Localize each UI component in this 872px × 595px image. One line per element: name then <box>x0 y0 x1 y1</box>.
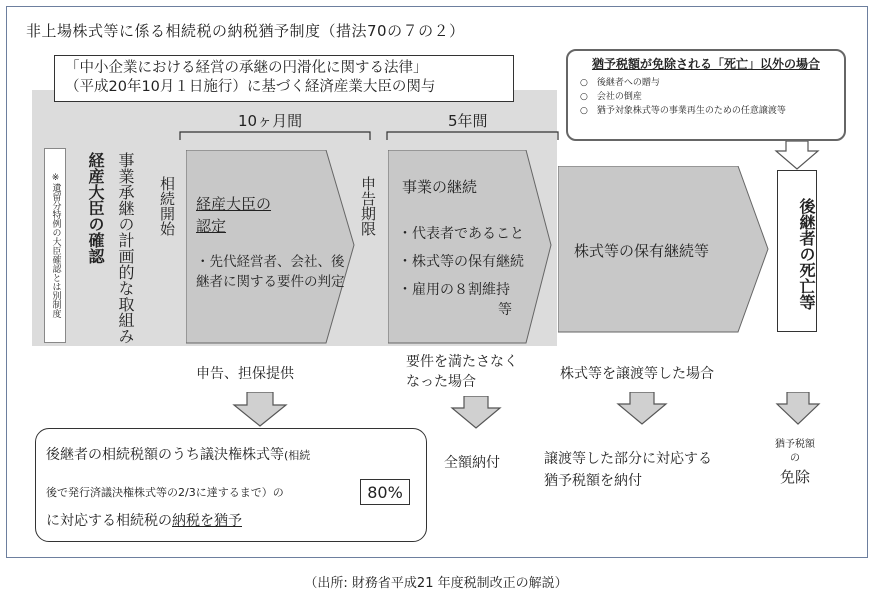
law-box <box>54 55 514 102</box>
kyou-note: ※遺留分特例の大臣確認とは別制度 <box>44 148 66 343</box>
exemption-result-line-3: 免除 <box>779 468 810 486</box>
transfer-payment-line-2: 猶予税額を納付 <box>544 473 642 489</box>
nintei-title <box>196 193 271 237</box>
down-arrow-4 <box>773 392 823 426</box>
caption-filing-collateral: 申告、担保提供 <box>196 366 294 382</box>
exemption-down-arrow <box>772 141 822 171</box>
result-line-3b: 納税を猶予 <box>172 513 242 529</box>
exemption-result <box>762 438 828 488</box>
jigyou-item-tail: 等 <box>498 302 512 318</box>
transfer-payment-label <box>544 448 712 492</box>
transfer-payment-line-1: 譲渡等した部分に対応する <box>544 451 712 467</box>
period-5-years: 5年間 <box>448 112 488 130</box>
shareholding-continuation-label: 株式等の保有継続等 <box>574 242 710 260</box>
diagram-title: 非上場株式等に係る相続税の納税猶予制度（措法70の７の２） <box>26 22 465 40</box>
exemption-item-3: ○ 猶予対象株式等の事業再生のための任意譲渡等 <box>580 106 786 116</box>
jigyou-item-2: ・株式等の保有継続 <box>398 254 524 270</box>
result-line-1 <box>46 444 310 464</box>
successor-death-box: 後継者の死亡等 <box>777 170 817 332</box>
exemption-box-title: 猶予税額が免除される「死亡」以外の場合 <box>591 57 820 71</box>
result-line-3 <box>46 510 242 530</box>
nintei-title-line-1: 経産大臣の <box>196 195 272 213</box>
nintei-body: ・先代経営者、会社、後継者に関する要件の判定 <box>196 254 345 290</box>
exemption-item-1: ○ 後継者への贈与 <box>580 78 660 88</box>
exemption-result-line-1: 猶予税額 <box>775 439 815 450</box>
result-line-2: 後で発行済議決権株式等の2/3に達するまで）の <box>46 486 284 499</box>
down-arrow-2 <box>448 396 504 430</box>
down-arrow-3 <box>614 392 670 426</box>
law-line-1: 「中小企業における経営の承継の円滑化に関する法律」 <box>65 60 428 76</box>
full-payment-label: 全額納付 <box>444 455 500 471</box>
down-arrow-1 <box>230 392 290 428</box>
result-line-1-main: 後継者の相続税額のうち議決権株式等 <box>46 447 284 463</box>
result-line-1-small: (相続 <box>284 449 311 462</box>
law-line-2: （平成20年10月１日施行）に基づく経済産業大臣の関与 <box>65 79 436 95</box>
result-line-3a: に対応する相続税の <box>46 513 172 529</box>
jigyou-item-3: ・雇用の８割維持 <box>398 282 510 298</box>
caption-requirements-unmet <box>406 352 518 392</box>
period-10-months: 10ヶ月間 <box>238 112 303 130</box>
deferral-percentage: 80% <box>360 479 410 505</box>
caption-requirements-unmet-line-1: 要件を満たさなく <box>406 354 518 370</box>
minister-confirmation-label: 経産大臣の確認 <box>86 152 105 264</box>
caption-transfer: 株式等を譲渡等した場合 <box>560 366 714 382</box>
exemption-result-line-2: の <box>790 453 800 464</box>
business-continuation-title: 事業の継続 <box>402 178 478 196</box>
nintei-chevron <box>186 150 356 345</box>
period-brackets <box>170 124 570 144</box>
planned-succession-label: 事業承継の計画的な取組み <box>116 152 135 344</box>
jigyou-item-1: ・代表者であること <box>398 226 524 242</box>
exemption-box <box>566 49 846 141</box>
nintei-title-line-2: 認定 <box>196 217 227 235</box>
exemption-item-2: ○ 会社の倒産 <box>580 92 642 102</box>
inheritance-start-label: 相続開始 <box>158 176 176 236</box>
filing-deadline-label: 申告期限 <box>359 176 377 236</box>
source-note: （出所: 財務省平成21 年度税制改正の解説） <box>304 576 568 591</box>
caption-requirements-unmet-line-2: なった場合 <box>406 374 476 390</box>
